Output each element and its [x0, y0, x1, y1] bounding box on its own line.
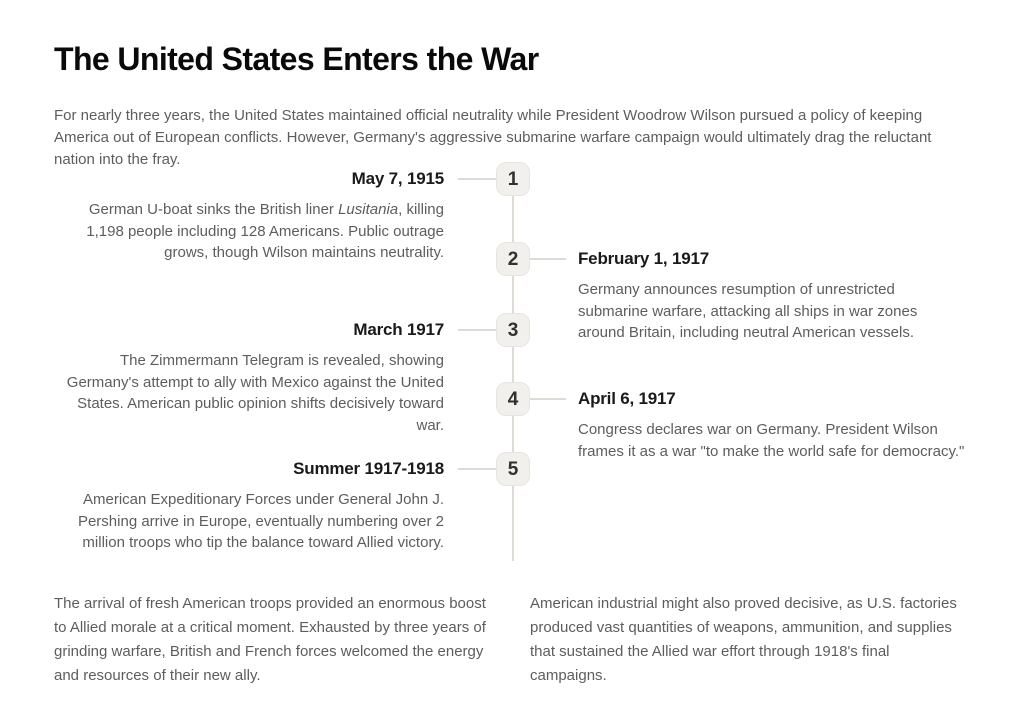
event-date: April 6, 1917 — [578, 389, 676, 408]
event-content — [578, 247, 968, 344]
timeline-node-1 — [496, 162, 530, 196]
event-content — [54, 167, 444, 264]
connector-line — [458, 178, 496, 180]
connector-line — [530, 398, 566, 400]
event-body: American Expeditionary Forces under General John J. Pershing arrive in Europe, eventually numbering over 2 million troops who tip the balance toward Allied victory. — [77, 491, 444, 552]
event-body-text: , killing 1,198 people including 128 Americans. Public outrage grows, though Wilson maintains neutrality. — [86, 201, 444, 262]
event-date: Summer 1917-1918 — [293, 459, 444, 478]
event-body: Germany announces resumption of unrestricted submarine warfare, attacking all ships in war zones around Britain, including neutral American vessels. — [578, 281, 918, 342]
node-number: 5 — [507, 458, 519, 480]
closing-paragraphs — [54, 592, 970, 688]
event-content — [54, 318, 444, 436]
timeline-node-4 — [496, 382, 530, 416]
timeline-node-2 — [496, 242, 530, 276]
event-body-text: German U-boat sinks the British liner — [88, 201, 339, 218]
event-body — [54, 199, 444, 264]
connector-line — [458, 329, 496, 331]
connector-line — [530, 258, 566, 260]
node-number: 1 — [507, 168, 519, 190]
node-number: 3 — [507, 319, 519, 341]
event-body: Congress declares war on Germany. President Wilson frames it as a war "to make the world safe for democracy." — [578, 421, 965, 460]
event-date: March 1917 — [353, 320, 444, 339]
connector-line — [458, 468, 496, 470]
event-body-italic: Lusitania — [338, 201, 399, 218]
event-content — [578, 387, 968, 462]
closing-paragraph-right: American industrial might also proved decisive, as U.S. factories produced vast quantities of weapons, ammunition, and supplies that sustained the Allied war effort through 1918's final campaigns. — [530, 595, 957, 684]
event-content — [54, 457, 444, 554]
event-body: The Zimmermann Telegram is revealed, showing Germany's attempt to ally with Mexico against the United States. American public opinion shifts decisively toward war. — [66, 352, 444, 434]
timeline-node-5 — [496, 452, 530, 486]
closing-paragraph-left: The arrival of fresh American troops provided an enormous boost to Allied morale at a critical moment. Exhausted by three years of grinding warfare, British and French forces welcomed the energy and resources of their new ally. — [54, 595, 486, 684]
page-title: The United States Enters the War — [54, 41, 539, 77]
node-number: 2 — [507, 248, 519, 270]
node-number: 4 — [507, 388, 519, 410]
intro-paragraph: For nearly three years, the United States maintained official neutrality while President Woodrow Wilson pursued a policy of keeping America out of European conflicts. However, Germany's aggressive submarine warfare campaign would ultimately drag the reluctant nation into the fray. — [54, 107, 932, 168]
timeline-spine — [512, 179, 514, 561]
event-date: May 7, 1915 — [351, 169, 444, 188]
event-date: February 1, 1917 — [578, 249, 709, 268]
timeline-node-3 — [496, 313, 530, 347]
